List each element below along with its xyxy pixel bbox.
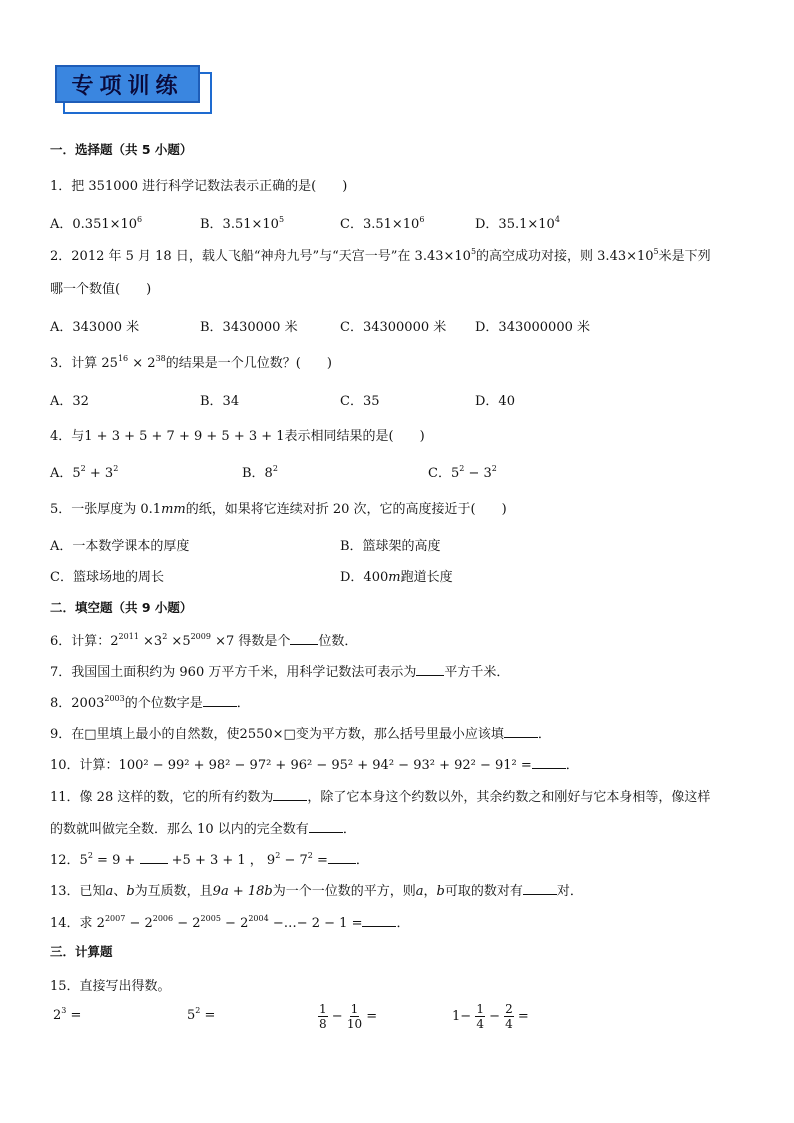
q4-option-a[interactable]: A．$5^2 + 3^2$ [50,464,119,481]
q5-option-b[interactable]: B．篮球架的高度 [340,539,441,554]
q11-answer-blank-2[interactable] [309,820,343,833]
q8-answer-blank[interactable] [203,694,237,707]
q4-option-b[interactable]: B．$8^2$ [242,464,278,481]
q12: 12．$5^2 = 9 + +5 + 3 + 1$ ， $9^2 - 7^2$ = ． [50,851,369,868]
q2-option-a[interactable]: A．343000 米 [50,320,140,335]
q12-answer-blank-1[interactable] [140,851,168,864]
q5-option-d[interactable]: D．400m跑道长度 [340,570,453,585]
q15-item-2[interactable]: $5^2$ = [187,1006,216,1023]
section-heading-fill: 二．填空题（共 9 小题） [50,600,193,615]
fraction: $\frac{1}{8}$ [319,1002,327,1031]
q1-option-d[interactable]: D．$35.1\times 10^4$ [475,215,560,232]
q2-option-b[interactable]: B．3430000 米 [200,320,298,335]
fraction: $\frac{1}{4}$ [476,1002,484,1031]
q4-stem: 4．与1 + 3 + 5 + 7 + 9 + 5 + 3 + 1表示相同结果的是( ) [50,429,425,444]
q3-stem: 3．计算 $25^{16} \times 2^{38}$的结果是一个几位数？( ) [50,354,332,371]
q1-option-a[interactable]: A．$0.351\times 10^6$ [50,215,143,232]
q2-stem: 2．2012 年 5 月 18 日，载人飞船“神舟九号”与“天宫一号”在 $3.43\times 10^5$的高空成功对接，则 $3.43\times 10^5$米是下列 [50,247,711,264]
q14: 14．求 $2^{2007} - 2^{2006} - 2^{2005} - 2^{2004}$ −…− 2 − 1 = ． [50,914,410,931]
q5-option-c[interactable]: C．篮球场地的周长 [50,570,164,585]
q7-answer-blank[interactable] [416,663,444,676]
q12-answer-blank-2[interactable] [328,851,356,864]
section-heading-choice: 一．选择题（共 5 小题） [50,142,193,157]
q2-stem-line2: 哪一个数值( ) [50,282,152,297]
q15-item-4[interactable]: 1− $\frac{1}{4}$ − $\frac{2}{4}$ = [452,1002,529,1031]
q2-option-d[interactable]: D．343000000 米 [475,320,590,335]
q15-stem: 15．直接写出得数。 [50,979,171,994]
fraction: $\frac{1}{10}$ [346,1002,363,1031]
q6: 6．计算：$2^{2011} \times 3^2 \times 5^{2009} \times 7$ 得数是个 位数． [50,632,358,649]
q9-answer-blank[interactable] [504,725,538,738]
q2-option-c[interactable]: C．34300000 米 [340,320,447,335]
q11-line2: 的数就叫做完全数．那么 10 以内的完全数有 ． [50,822,356,837]
section-heading-calc: 三．计算题 [50,944,113,959]
q1-stem: 1．把 351000 进行科学记数法表示正确的是( ) [50,179,348,194]
q5-option-a[interactable]: A．一本数学课本的厚度 [50,539,190,554]
q1-option-c[interactable]: C．$3.51\times 10^6$ [340,215,425,232]
q6-answer-blank[interactable] [290,632,318,645]
q14-answer-blank[interactable] [362,914,396,927]
q8: 8．$2003^{2003}$的个位数字是 ． [50,694,250,711]
banner-title: 专项训练 [71,73,184,99]
q3-option-c[interactable]: C．35 [340,394,380,409]
q5-stem: 5．一张厚度为 0.1mm的纸，如果将它连续对折 20 次，它的高度接近于( ) [50,502,507,517]
fraction: $\frac{2}{4}$ [505,1002,513,1031]
q3-option-b[interactable]: B．34 [200,394,240,409]
q15-item-1[interactable]: $2^3$ = [53,1006,82,1023]
q3-option-a[interactable]: A．32 [50,394,89,409]
q15-item-3[interactable]: $\frac{1}{8}$ − $\frac{1}{10}$ = [319,1002,378,1031]
q13-answer-blank[interactable] [523,882,557,895]
q11: 11．像 28 这样的数，它的所有约数为 ，除了它本身这个约数以外，其余约数之和刚好与它本身相等，像这样 [50,790,711,805]
q1-option-b[interactable]: B．$3.51\times 10^5$ [200,215,285,232]
q9: 9．在□里填上最小的自然数，使2550×□变为平方数，那么括号里最小应该填 ． [50,727,551,742]
q4-option-c[interactable]: C．$5^2 - 3^2$ [428,464,497,481]
q13: 13．已知a、b为互质数，且9a + 18b为一个一位数的平方，则a，b可取的数对有 对． [50,884,583,899]
banner-face [55,65,200,103]
q11-answer-blank-1[interactable] [273,788,307,801]
q7: 7．我国国土面积约为 960 万平方千米，用科学记数法可表示为 平方千米． [50,665,510,680]
q10-answer-blank[interactable] [532,756,566,769]
q10: 10．计算：100² − 99² + 98² − 97² + 96² − 95² + 94² − 93² + 92² − 91² = ． [50,758,579,773]
section-banner [55,65,210,110]
q3-option-d[interactable]: D．40 [475,394,515,409]
